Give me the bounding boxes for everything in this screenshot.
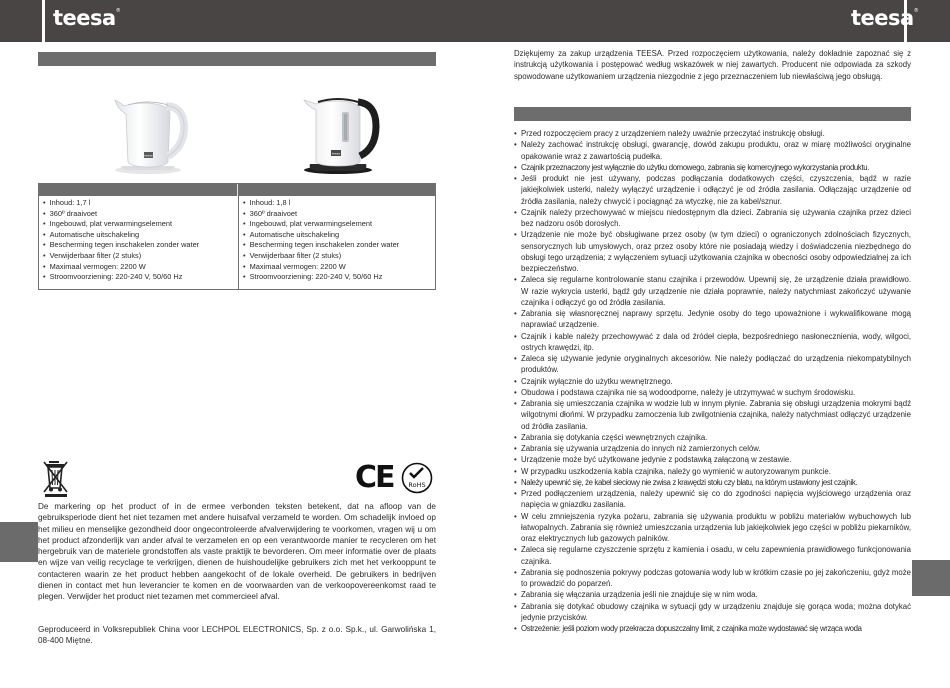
kettle-black-white-image [298,94,380,176]
spec-item: • Bescherming tegen inschakelen zonder water [243,240,434,251]
list-item: • Zaleca się regularne czyszczenie sprzętu z kamienia i osadu, w celu zapewnienia prawidłowego funkcjonowania czajnika. [514,544,911,567]
list-item: • Zabrania się umieszczania czajnika w wodzie lub w innym płynie. Zabrania się obsługi urządzenia mokrymi bądź wilgotnymi dłońmi. W przypadku zamoczenia lub zwilgotnienia czajnika, należy natychmiast odłączyć urządzenie od źródła zasilania. [514,398,911,432]
disposal-paragraph: De markering op het product of in de ermee verbonden teksten betekent, dat na afloop van de gebruiksperiode dient het niet tezamen met andere huisafval verzameld te worden. Om schadelijk invloed op het milieu en menselijke gezondheid door ongecontroleerde afvalverwijdering te voorkomen, vragen wij u om het product afzonderlijk van ander afval te verzamelen en op een verantwoorde manier te recycleren om het hergebruik van de materiele grondstoffen als vaste praktijk te bevorderen. Om meer informatie over de plaats en wijze van veilig recyclage te verkrijgen, dienen de huishoudelijke gebruikers zich met het verkooppunt te contacteren waarin ze het product hebben aangekocht of de lokale overheid. De gebruikers in bedrijven dienen in contact met hun leverancier te komen en de voorwaarden van de verkoopovereenkomst raad te plegen. Verwijder het product niet tezamen met commercieel afval. [38,502,436,602]
spec-table-header [39,184,435,196]
spec-table [38,183,436,290]
rohs-icon [401,462,433,494]
list-item: • Urządzenie nie może być obsługiwane przez osoby (w tym dzieci) o ograniczonych zdolnościach fizycznych, sensorycznych lub umysłowych, oraz przez osoby które nie posiadają wiedzy i doświadczenia niezbędnego do obsługi tego urządzenia; z wyłączeniem sytuacji użytkowania czajnika w obecności osoby odpowiedzialnej za ich bezpieczeństwo. [514,229,911,274]
list-item: • Zabrania się dotykania części wewnętrznych czajnika. [514,432,911,443]
list-item: • Przed rozpoczęciem pracy z urządzeniem należy uważnie przeczytać instrukcję obsługi. [514,128,911,139]
list-item: • Przed podłączeniem urządzenia, należy upewnić się co do zgodności napięcia wyjściowego urządzenia oraz napięcia w gniazdku zasilania. [514,488,911,511]
spec-item: • Ingebouwd, plat verwarmingselement [43,219,235,230]
list-item: • W przypadku uszkodzenia kabla czajnika, należy go wymienić w autoryzowanym punkcie. [514,466,911,477]
spec-item: • Automatische uitschakeling [243,230,434,241]
svg-text:RoHS: RoHS [408,481,426,489]
list-item: • Zabrania się włączania urządzenia jeśli nie znajduje się w nim woda. [514,589,911,600]
list-item: • Należy zachować instrukcję obsługi, gwarancję, dowód zakupu produktu, oraz w miarę możliwości oryginalne opakowanie wraz z zawartością pudełka. [514,139,911,162]
manufacturer-paragraph: Geproduceerd in Volksrepubliek China voor LECHPOL ELECTRONICS, Sp. z o.o. Sp.k., ul. Garwolińska 1, 08-400 Miętne. [38,625,436,646]
ce-mark-icon: CE [355,460,394,495]
list-item: • Ostrzeżenie: jeśli poziom wody przekracza dopuszczalny limit, z czajnika może wydostawać się wrząca woda [514,623,911,634]
list-item: • Obudowa i podstawa czajnika nie są wodoodporne, należy je utrzymywać w suchym środowisku. [514,387,911,398]
side-tab-right [912,560,950,596]
spec-item: • Maximaal vermogen: 2200 W [243,262,434,273]
safety-instructions-list [514,128,911,634]
spec-item: • Inhoud: 1,7 l [43,198,235,209]
list-item: • Zaleca się regularne kontrolowanie stanu czajnika i przewodów. Upewnij się, że urządzenie działa prawidłowo. W razie wykrycia usterki, bądź gdy urządzenie nie działa poprawnie, należy natychmiast zakończyć używanie czajnika i odłączyć go od źródła zasilania. [514,274,911,308]
spec-list-model-2 [238,196,437,289]
list-item: • Należy upewnić się, że kabel sieciowy nie zwisa z krawędzi stołu czy blatu, na którym ustawiony jest czajnik. [514,477,911,488]
spec-item: • Verwijderbaar filter (2 stuks) [43,251,235,262]
spec-item: • 360º draaivoet [243,209,434,220]
spec-item: • Stroomvoorziening: 220-240 V, 50/60 Hz [43,272,235,283]
spec-list-model-1 [39,196,238,283]
spec-item: • Ingebouwd, plat verwarmingselement [243,219,434,230]
brand-logo-right: teesa® [851,6,919,30]
section-header-bar [38,52,436,66]
intro-paragraph: Dziękujemy za zakup urządzenia TEESA. Przed rozpoczęciem użytkowania, należy dokładnie zapoznać się z instrukcją użytkowania i postępować według wskazówek w niej zawartych. Producent nie odpowiada za szkody spowodowane użytkowaniem urządzenia niezgodnie z jego przeznaczeniem lub niewłaściwą jego obsługą. [514,49,911,81]
list-item: • Jeśli produkt nie jest używany, podczas podłączania dodatkowych części, czyszczenia, bądź w razie jakiejkolwiek usterki, należy wyłączyć urządzenie i odłączyć je od źródła zasilania. Odłączając urządzenie od źródła zasilania, należy chwycić i pociągnąć za wtyczkę, nie za kabel/sznur. [514,173,911,207]
list-item: • Czajnik i kable należy przechowywać z dala od źródeł ciepła, bezpośredniego nasłonecznienia, wody, wilgoci, ostrych krawędzi, itp. [514,331,911,354]
weee-bin-icon [42,458,70,498]
spec-item: • 360º draaivoet [43,209,235,220]
list-item: • Zabrania się podnoszenia pokrywy podczas gotowania wody lub w krótkim czasie po jej zakończeniu, gdyż może to prowadzić do poparzeń. [514,567,911,590]
list-item: • Zabrania się dotykać obudowy czajnika w sytuacji gdy w urządzeniu znajduje się gorąca woda; można dotykać jedynie przycisków. [514,601,911,624]
side-tab-left [0,522,38,562]
spec-item: • Maximaal vermogen: 2200 W [43,262,235,273]
spec-item: • Automatische uitschakeling [43,230,235,241]
kettle-white-image [108,94,188,176]
svg-text:teesa: teesa [144,153,153,158]
list-item: • Zabrania się własnoręcznej naprawy sprzętu. Jedynie osoby do tego upoważnione i wykwalifikowane mogą naprawiać urządzenie. [514,308,911,331]
brand-logo-left: teesa® [53,6,121,30]
header-divider [42,0,45,42]
list-item: • Zabrania się używania urządzenia do innych niż zamierzonych celów. [514,443,911,454]
spec-item: • Verwijderbaar filter (2 stuks) [243,251,434,262]
svg-text:teesa: teesa [331,151,341,156]
list-item: • Czajnik wyłącznie do użytku wewnętrznego. [514,376,911,387]
list-item: • Zaleca się używanie jedynie oryginalnych akcesoriów. Nie należy podłączać do urządzenia niekompatybilnych produktów. [514,353,911,376]
section-header-bar [514,107,911,121]
list-item: • Czajnik należy przechowywać w miejscu niedostępnym dla dzieci. Zabrania się używania czajnika przez dzieci bez nadzoru osób dorosłych. [514,207,911,230]
spec-item: • Stroomvoorziening: 220-240 V, 50/60 Hz [243,272,434,283]
spec-item: • Bescherming tegen inschakelen zonder water [43,240,235,251]
list-item: • Urządzenie może być użytkowane jedynie z podstawką załączoną w zestawie. [514,454,911,465]
spec-item: • Inhoud: 1,8 l [243,198,434,209]
list-item: • Czajnik przeznaczony jest wyłącznie do użytku domowego, zabrania się komercyjnego wykorzystania produktu. [514,162,911,173]
list-item: • W celu zmniejszenia ryzyka pożaru, zabrania się używania produktu w pobliżu materiałów wybuchowych lub łatwopalnych. Zabrania się również umieszczania urządzenia lub jakiejkolwiek jego części w pobliżu piekarników, oraz elektrycznych lub gazowych palników. [514,511,911,545]
page-header [0,0,950,42]
